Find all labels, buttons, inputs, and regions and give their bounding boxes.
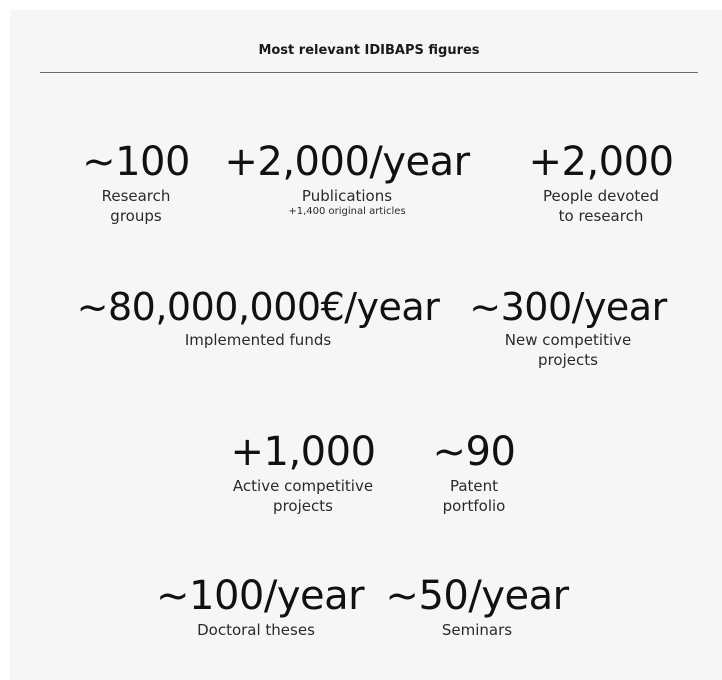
stat-label: Implemented funds — [184, 331, 332, 349]
stat-value: ~80,000,000€/year — [76, 285, 440, 329]
stat-new-projects — [462, 284, 674, 370]
stat-label: Research groups — [101, 187, 171, 225]
stat-label: Patent portfolio — [442, 477, 506, 515]
stat-label: Doctoral theses — [197, 621, 315, 639]
figures-card — [10, 10, 722, 680]
stat-value: ~300/year — [469, 285, 667, 329]
stat-value: ~90 — [432, 429, 516, 475]
stat-doctoral-theses — [156, 572, 365, 640]
stat-value: ~50/year — [385, 573, 569, 619]
stat-value: ~100/year — [156, 573, 365, 619]
stat-value: +2,000/year — [224, 139, 470, 185]
stat-publications — [222, 138, 472, 218]
stat-label: Seminars — [441, 621, 513, 639]
stat-value: ~100 — [82, 139, 190, 185]
stat-implemented-funds — [58, 284, 458, 350]
stat-label: Active competitive projects — [232, 477, 374, 515]
stat-research-groups — [66, 138, 206, 226]
stat-active-projects — [208, 428, 398, 516]
page-title: Most relevant IDIBAPS figures — [258, 43, 480, 58]
stat-label: New competitive projects — [504, 331, 632, 369]
stat-value: +1,000 — [230, 429, 376, 475]
stat-label: Publications — [301, 187, 393, 205]
stat-seminars — [382, 572, 572, 640]
stat-patents — [414, 428, 534, 516]
stat-label: People devoted to research — [542, 187, 660, 225]
stat-sublabel: +1,400 original articles — [288, 206, 406, 217]
title-divider — [40, 72, 698, 73]
stat-value: +2,000 — [528, 139, 674, 185]
stat-people — [506, 138, 696, 226]
